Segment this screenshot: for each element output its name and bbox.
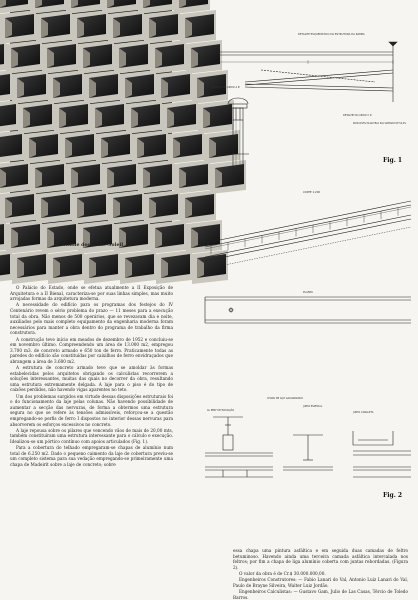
photo-caption: Detalhe dos Brise-Soleil [58,243,124,248]
fig1-label-ab: DETALHE DO APOIO A B [211,86,240,89]
fig2-label-plan: PLANTA [303,291,313,294]
fig2-label-elev: AL PERF DE ELEVAÇÃO [207,409,235,412]
fig1-label: Fig. 1 [383,157,403,164]
article-paragraph-6: A laje repousa sobre os pilares que vencendo vãos de mais de 20,00 mts, também constituíram uma estrutura interessante para o cálculo e execução. Idealizou-se um pórtico contínuo com apoios articulados (Fig. 1). [10,427,173,444]
figure-2 [203,185,413,545]
article-paragraph-1: O Palácio do Estado, onde se efetua atualmente a II Exposição de Arquitetura e a II Bienal, caracteriza-se por suas linhas simples, mas muito arrojadas formas da arquitetura moderna. [10,285,173,302]
continuation-paragraph-4: Engenheiros Calculistas: — Gustavo Gam, Julio de Las Casas, Tércio de Toledo Barros. [233,588,408,600]
fig2-label-sheet: CHAPA DE AÇO GALVANIZADO [267,397,303,400]
brise-cell-opening [0,134,22,158]
fig2-label-section: CORTE 1:200 [303,191,320,194]
continuation-paragraph-1: essa chapa uma pintura asfáltica e em seguida duas camadas de feltro betuminoso. Havendo ainda uma terceira camada asfáltica intercalada nos feltros; por fim a chapa de liga alumínio coberta com juntas rebordadas. (Figura 2). [233,548,408,570]
article-column-2 [233,548,408,600]
continuation-paragraph-3: Engenheiros Construtores: — Fabio Lanari do Val, Antonio Luiz Lanari do Val, Paulo de Brayne Silveira, Walter Luiz Jordão. [233,577,408,588]
fig1-title: DETALHE ESQUEMÁTICO DA ESTRUTURA DA RAMPA [298,33,365,36]
article-paragraph-4: A estrutura de concreto armado teve que se amoldar às formas estabelecidas pelos arquitetos obrigando os calculistas recorrerem a soluções interessantes, muitas das quais no decorrer da obra, resultando uma estrutura extremamente delgada. A laje para o piso é do tipo de caixões perdidos, não havendo vigas aparentes no teto. [10,365,173,393]
brise-soleil-photo-drawing [10,10,172,240]
continuation-paragraph-2: O valor da obra é de Cr.$ 30.000.000,00. [239,570,326,576]
article-paragraph-2: A necessidade do edifício para os programas dos festejos do IV Centenário revem o sério problema do prazo — 11 meses para a execução total da obra. Não menos de 500 operários, que se revezavam dia e noite, auxiliados pelo mais completo equipamento da engenharia moderna foram necessários para manter a obra dentro do programa de trabalho da firma construtora. [10,302,173,336]
article-paragraph-5: Um dos problemas surgidos em virtude dessas disposições estruturais foi o do funcionamento da laje pelas colunas. Não havendo possibilidade de aumentar a secção das nervuras, de forma a obtermos uma estrutura segura no que se refere às tensões admissíveis, reforçou-se a questão empregando-se perfis de ferro I dispostos no interior dessas nervuras para absorverem os esforços excessivos no concreto. [10,393,173,427]
figure-1 [203,12,413,187]
fig1-label-cd: DETALHE DO APOIO C D [343,114,372,117]
fig1-note: IRON LEVEL PILAR PELO RAU ARMADO DE 50,4% [353,122,407,125]
fig2-label-joint: JUNTA ESPECIAL [303,405,323,408]
article-column-1 [10,285,173,581]
brise-soleil-photo [10,10,172,240]
ramp-structure-diagram [203,12,413,187]
fig2-label: Fig. 2 [383,492,403,499]
roof-section-diagram [203,185,413,545]
article-paragraph-7: Para a cobertura do telhado empregaram-se chapas de alumínio num total de 6.250 m2. Dado o pequeno caimento da laje de cobertura previu-se um completo sistema para sua vedação empregando-se primeiramente uma chapa de Madeirit sobre a laje de concreto; sobre [10,445,173,467]
fig2-label-gutter: JUNTA CANALETA [353,411,374,414]
article-paragraph-3: A construção teve início em meados de dezembro de 1952 e concluiu-se em novembro último. Compreendendo um área de 13.000 m2, empregou 3.700 m3. de concreto armado e 650 ton de ferro. Praticamente todas as paredes do edifício são constituídas por caixilhos de ferro envidraçados que abrangem a área de 3.600 m2. [10,336,173,364]
